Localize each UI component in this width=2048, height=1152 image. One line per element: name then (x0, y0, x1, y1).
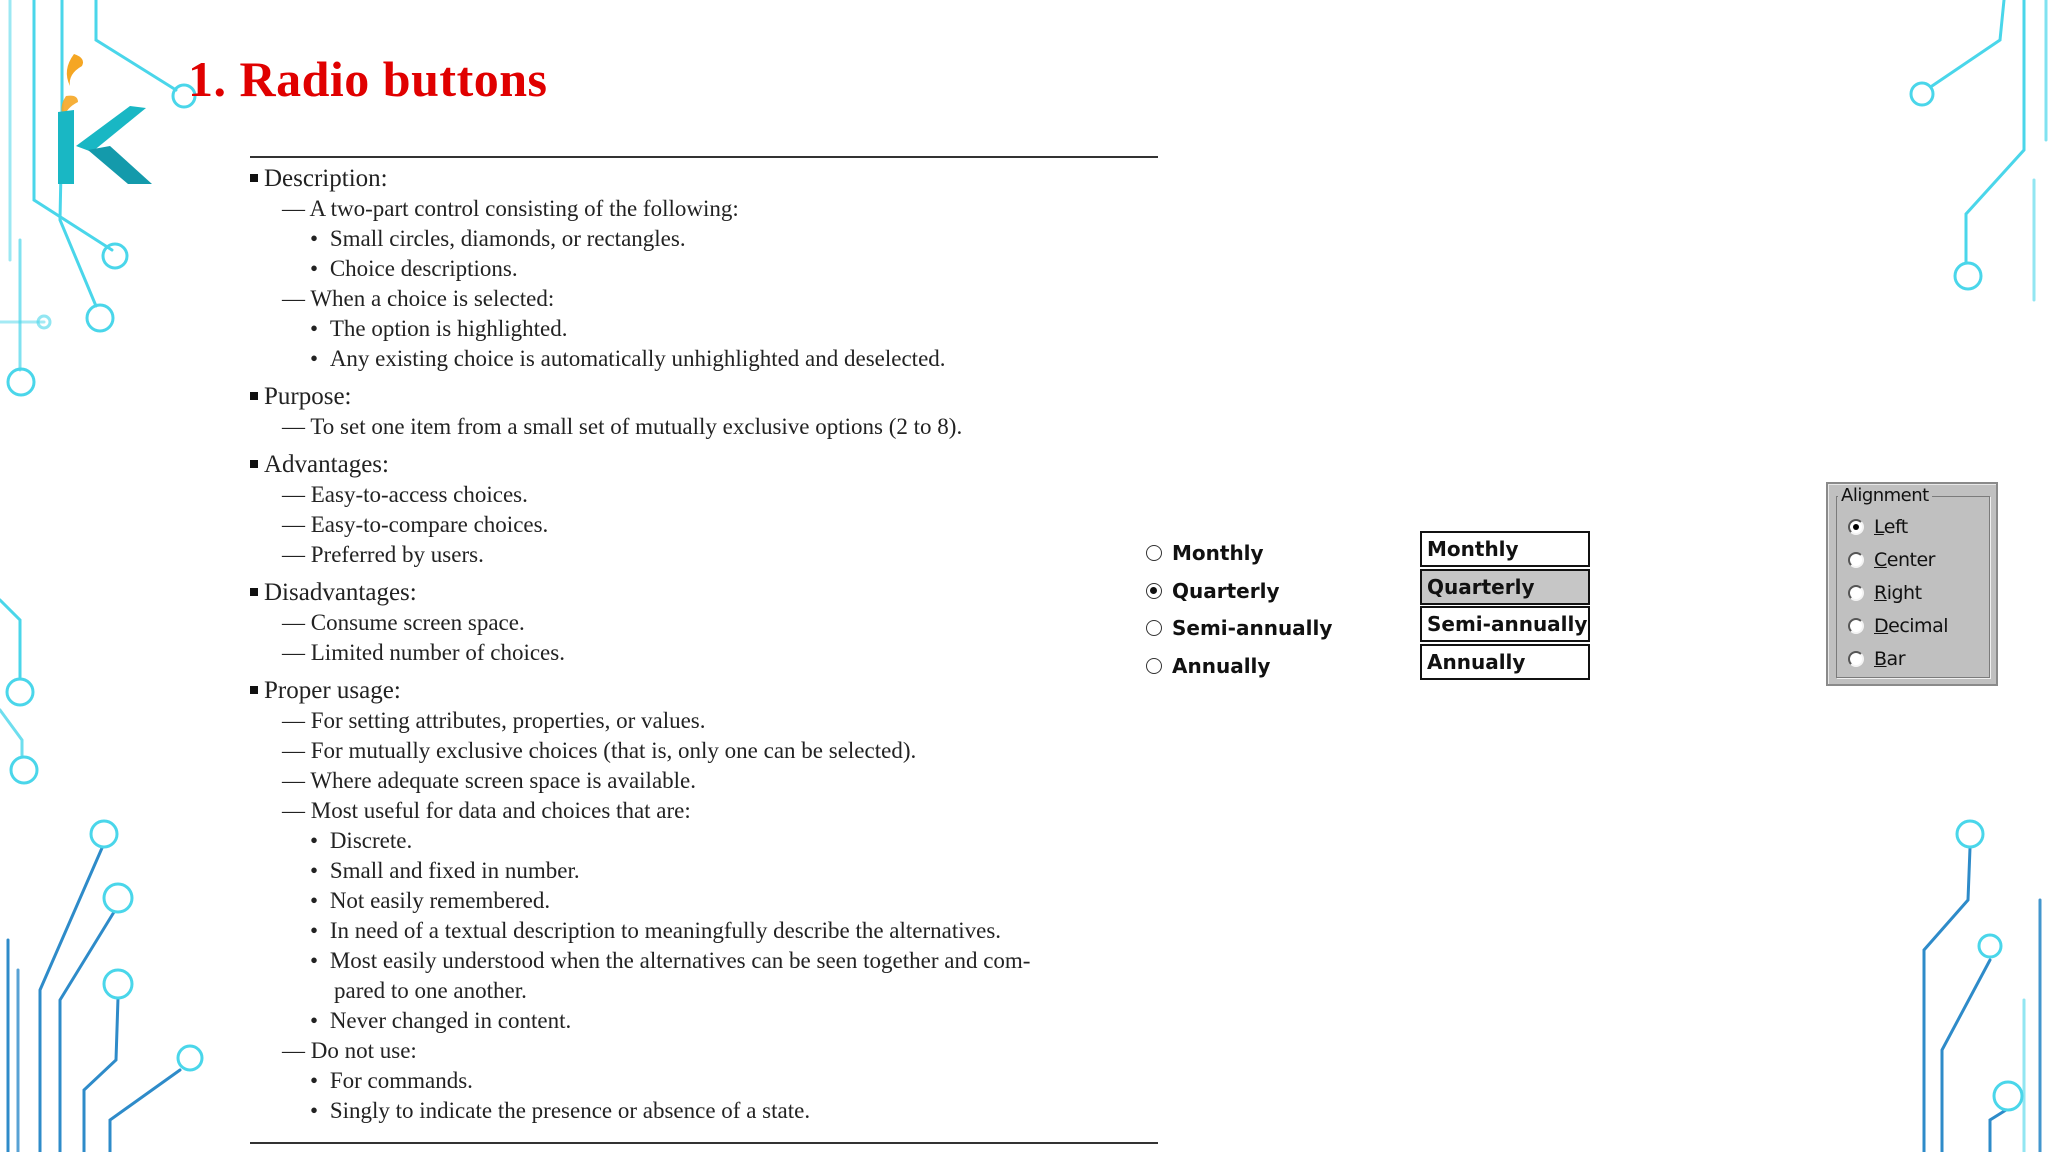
item-text: For setting attributes, properties, or values. (310, 708, 706, 733)
item-text: Easy-to-compare choices. (310, 512, 549, 537)
item-text: Consume screen space. (310, 610, 525, 635)
item-text: Discrete. (329, 828, 413, 853)
dot-item (250, 344, 1158, 374)
section (250, 382, 1158, 442)
dot-item (250, 254, 1158, 284)
radio-option[interactable] (1146, 576, 1279, 606)
alignment-option-label: Bar (1874, 648, 1906, 670)
alignment-groupbox (1826, 482, 1998, 686)
dash-glyph: — (282, 798, 311, 823)
dot-glyph: • (310, 888, 324, 913)
dash-glyph: — (282, 708, 311, 733)
dot-item (250, 826, 1158, 856)
alignment-option-label: Decimal (1874, 615, 1948, 637)
dash-glyph: — (282, 768, 311, 793)
alignment-option[interactable] (1848, 580, 1922, 606)
section-heading (250, 676, 1158, 706)
item-text: Limited number of choices. (310, 640, 565, 665)
dot-glyph: • (310, 918, 324, 943)
square-bullet-icon (250, 686, 258, 694)
box-option[interactable] (1420, 644, 1590, 680)
radio-selected-icon[interactable] (1848, 519, 1864, 535)
item-text: Easy-to-access choices. (310, 482, 528, 507)
alignment-option[interactable] (1848, 547, 1935, 573)
radio-option[interactable] (1146, 538, 1264, 568)
radio-option[interactable] (1146, 613, 1332, 643)
dash-glyph: — (282, 738, 311, 763)
dash-item (250, 706, 1158, 736)
item-text: Where adequate screen space is available. (310, 768, 697, 793)
dash-item (250, 796, 1158, 826)
dot-glyph: • (310, 1008, 324, 1033)
square-bullet-icon (250, 460, 258, 468)
item-text: Small and fixed in number. (329, 858, 580, 883)
item-text: pared to one another. (334, 978, 527, 1003)
dash-glyph: — (282, 286, 311, 311)
item-text: Small circles, diamonds, or rectangles. (329, 226, 686, 251)
alignment-option-label: Left (1874, 516, 1908, 538)
alignment-option[interactable] (1848, 646, 1905, 672)
item-text: Most easily understood when the alternatives can be seen together and com- (329, 948, 1031, 973)
section-heading (250, 450, 1158, 480)
dash-item (250, 736, 1158, 766)
box-option-label: Semi-annually (1427, 612, 1588, 636)
radio-empty-icon[interactable] (1848, 651, 1864, 667)
item-text: Not easily remembered. (329, 888, 551, 913)
radio-option[interactable] (1146, 651, 1270, 681)
item-text: For mutually exclusive choices (that is, only one can be selected). (310, 738, 917, 763)
item-text: A two-part control consisting of the following: (309, 196, 739, 221)
dash-glyph: — (282, 196, 310, 221)
box-option[interactable] (1420, 531, 1590, 567)
section-heading-text: Description: (264, 165, 388, 192)
section-heading-text: Purpose: (264, 383, 352, 410)
square-bullet-icon (250, 588, 258, 596)
box-option-label: Quarterly (1427, 574, 1535, 599)
square-bullet-icon (250, 392, 258, 400)
radio-option-label: Annually (1172, 653, 1271, 678)
dot-item (250, 856, 1158, 886)
section (250, 676, 1158, 1126)
item-text: The option is highlighted. (329, 316, 568, 341)
item-text: Never changed in content. (329, 1008, 572, 1033)
dot-item (250, 224, 1158, 254)
dash-item (250, 608, 1158, 638)
box-option[interactable] (1420, 606, 1590, 642)
dot-glyph: • (310, 346, 324, 371)
radio-empty-icon[interactable] (1146, 545, 1162, 561)
box-option-label: Monthly (1427, 537, 1519, 561)
dash-item (250, 480, 1158, 510)
section (250, 450, 1158, 570)
dash-glyph: — (282, 542, 311, 567)
item-text: Any existing choice is automatically unhighlighted and deselected. (329, 346, 946, 371)
dot-item (250, 946, 1158, 976)
dot-glyph: • (310, 316, 324, 341)
alignment-option-label: Right (1874, 582, 1922, 604)
dash-item (250, 284, 1158, 314)
dash-glyph: — (282, 414, 311, 439)
item-text: To set one item from a small set of mutually exclusive options (2 to 8). (310, 414, 963, 439)
section-heading-text: Disadvantages: (264, 579, 417, 606)
dot-glyph: • (310, 858, 324, 883)
continuation-line (250, 976, 1158, 1006)
item-text: Most useful for data and choices that are: (310, 798, 691, 823)
dot-glyph: • (310, 828, 324, 853)
section-heading (250, 164, 1158, 194)
item-text: When a choice is selected: (310, 286, 555, 311)
dash-item (250, 540, 1158, 570)
radio-empty-icon[interactable] (1848, 552, 1864, 568)
dash-item (250, 1036, 1158, 1066)
dot-item (250, 314, 1158, 344)
item-text: For commands. (329, 1068, 473, 1093)
box-option-label: Annually (1427, 649, 1526, 674)
section-heading-text: Proper usage: (264, 677, 401, 704)
dot-glyph: • (310, 226, 324, 251)
slide-title: 1. Radio buttons (188, 51, 548, 107)
radio-empty-icon[interactable] (1848, 585, 1864, 601)
box-option[interactable] (1420, 569, 1590, 605)
radio-option-label: Monthly (1172, 541, 1264, 565)
alignment-legend: Alignment (1838, 485, 1932, 506)
dot-glyph: • (310, 948, 324, 973)
dash-item (250, 510, 1158, 540)
alignment-option[interactable] (1848, 613, 1948, 639)
k-logo-icon (52, 46, 152, 186)
content-list (250, 156, 1158, 1144)
dot-item (250, 886, 1158, 916)
section (250, 164, 1158, 374)
dash-item (250, 638, 1158, 668)
dash-glyph: — (282, 640, 311, 665)
alignment-option[interactable] (1848, 514, 1908, 540)
dot-item (250, 1066, 1158, 1096)
dash-glyph: — (282, 1038, 311, 1063)
radio-empty-icon[interactable] (1146, 658, 1162, 674)
dash-glyph: — (282, 482, 311, 507)
radio-option-label: Semi-annually (1172, 616, 1333, 640)
item-text: Do not use: (310, 1038, 417, 1063)
dash-item (250, 766, 1158, 796)
item-text: Singly to indicate the presence or absence of a state. (329, 1098, 811, 1123)
item-text: Choice descriptions. (329, 256, 518, 281)
item-text: Preferred by users. (310, 542, 484, 567)
radio-empty-icon[interactable] (1848, 618, 1864, 634)
item-text: In need of a textual description to meaningfully describe the alternatives. (329, 918, 1002, 943)
dash-glyph: — (282, 610, 311, 635)
dot-glyph: • (310, 1098, 324, 1123)
dot-item (250, 1006, 1158, 1036)
dot-item (250, 916, 1158, 946)
alignment-option-label: Center (1874, 549, 1935, 571)
dot-glyph: • (310, 256, 324, 281)
dot-item (250, 1096, 1158, 1126)
section-heading (250, 382, 1158, 412)
section-heading-text: Advantages: (264, 451, 389, 478)
square-bullet-icon (250, 174, 258, 182)
section (250, 578, 1158, 668)
radio-selected-icon[interactable] (1146, 583, 1162, 599)
dot-glyph: • (310, 1068, 324, 1093)
dash-glyph: — (282, 512, 311, 537)
radio-empty-icon[interactable] (1146, 620, 1162, 636)
radio-option-label: Quarterly (1172, 578, 1280, 603)
dash-item (250, 412, 1158, 442)
section-heading (250, 578, 1158, 608)
dash-item (250, 194, 1158, 224)
